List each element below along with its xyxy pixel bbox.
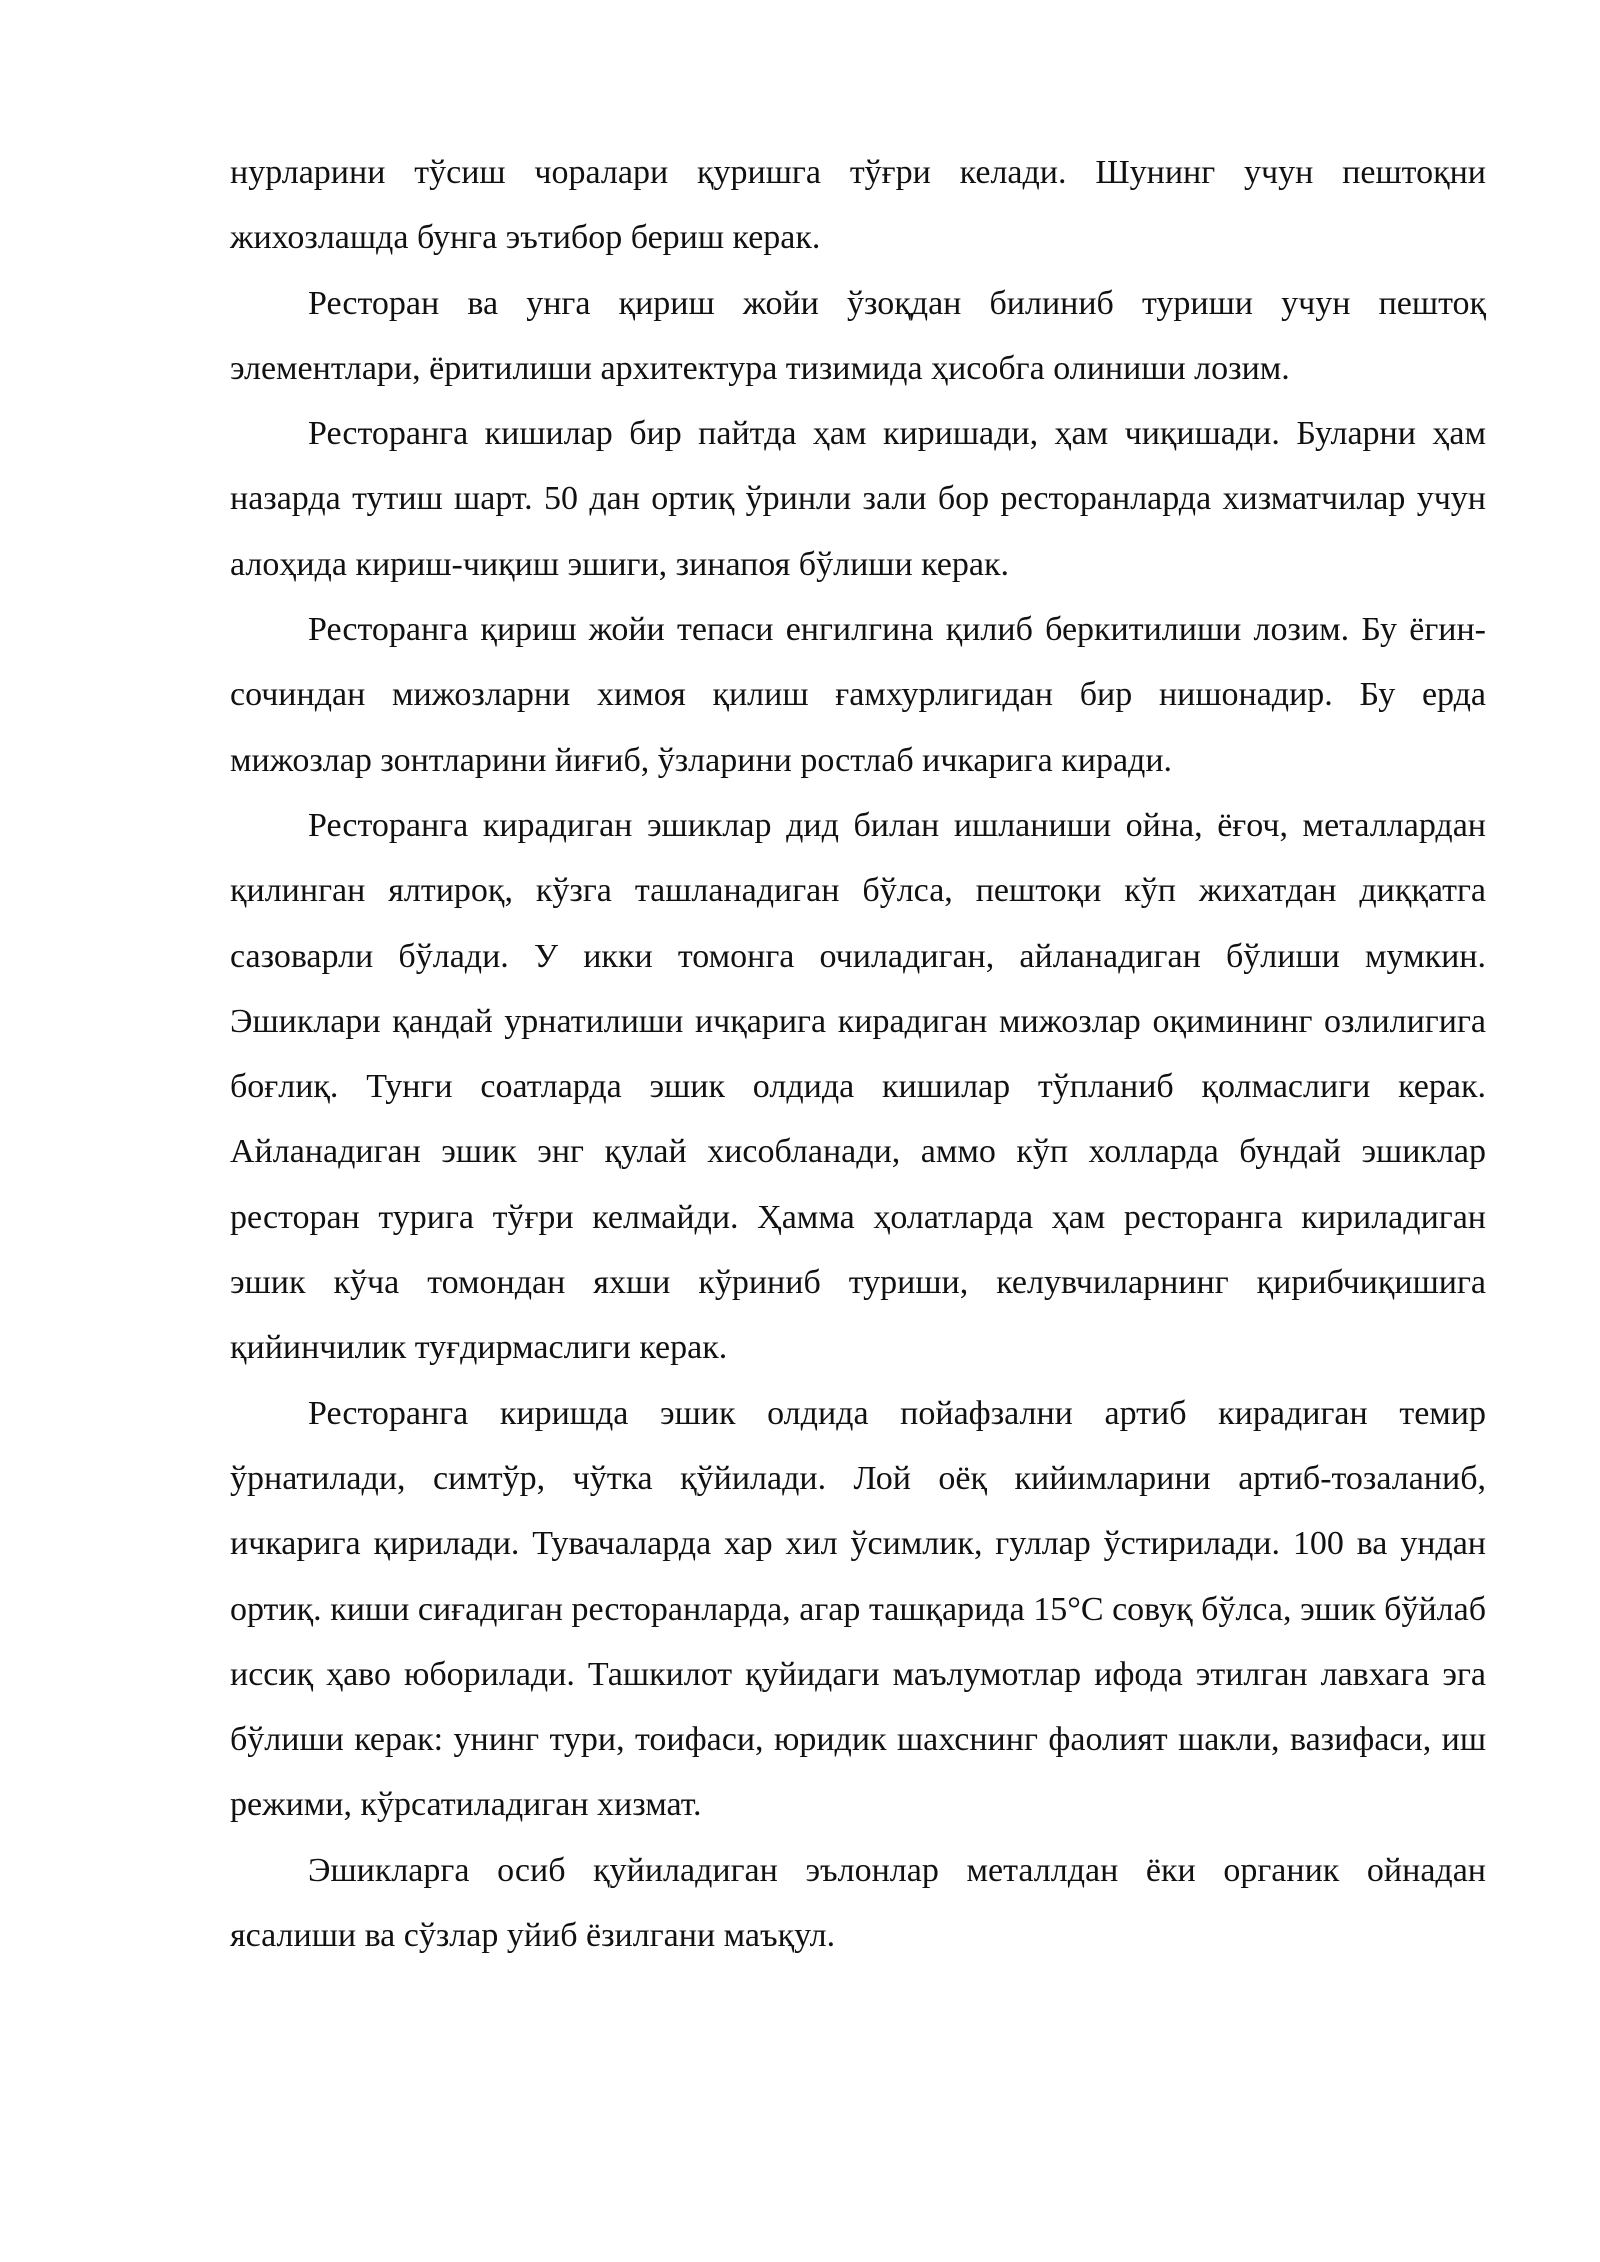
paragraph-3: Ресторанга кишилар бир пайтда ҳам киришади, ҳам чиқишади. Буларни ҳам назарда тутиш шарт. 50 дан ортиқ ўринли зали бор ресторанларда хизматчилар учун алоҳида кириш-чиқиш эшиги, зинапоя бўлиши керак. (230, 415, 1486, 583)
paragraph-4: Ресторанга қириш жойи тепаси енгилгина қилиб беркитилиши лозим. Бу ёгин-сочиндан мижозларни химоя қилиш ғамхурлигидан бир нишонадир. Бу ерда мижозлар зонтларини йиғиб, ўзларини ростлаб ичкарига киради. (230, 611, 1486, 779)
paragraph-6: Ресторанга киришда эшик олдида пойафзални артиб кирадиган темир ўрнатилади, симтўр, чўтка қўйилади. Лой оёқ кийимларини артиб-тозаланиб, ичкарига қирилади. Тувачаларда хар хил ўсимлик, гуллар ўстирилади. 100 ва ундан ортиқ. киши сиғадиган ресторанларда, агар ташқарида 15°С совуқ бўлса, эшик бўйлаб иссиқ ҳаво юборилади. Ташкилот қуйидаги маълумотлар ифода этилган лавхага эга бўлиши керак: унинг тури, тоифаси, юридик шахснинг фаолият шакли, вазифаси, иш режими, кўрсатиладиган хизмат. (230, 1394, 1486, 1824)
paragraph-5: Ресторанга кирадиган эшиклар дид билан ишланиши ойна, ёғоч, металлардан қилинган ялтироқ, кўзга ташланадиган бўлса, пештоқи кўп жихатдан диққатга сазоварли бўлади. У икки томонга очиладиган, айланадиган бўлиши мумкин. Эшиклари қандай урнатилиши ичқарига кирадиган мижозлар оқимининг озлилигига боғлиқ. Тунги соатларда эшик олдида кишилар тўпланиб қолмаслиги керак. Айланадиган эшик энг қулай хисобланади, аммо кўп холларда бундай эшиклар ресторан турига тўғри келмайди. Ҳамма ҳолатларда ҳам ресторанга кириладиган эшик кўча томондан яхши кўриниб туриши, келувчиларнинг қирибчиқишига қийинчилик туғдирмаслиги керак. (230, 806, 1486, 1367)
paragraph-1: нурларини тўсиш чоралари қуришга тўғри келади. Шунинг учун пештоқни жихозлашда бунга эътибор бериш керак. (230, 154, 1486, 257)
paragraph-7: Эшикларга осиб қуйиладиган эълонлар металлдан ёки органик ойнадан ясалиши ва сўзлар уйиб ёзилгани маъқул. (230, 1851, 1486, 1955)
paragraph-2: Ресторан ва унга қириш жойи ўзоқдан билиниб туриши учун пештоқ элементлари, ёритилиши архитектура тизимида ҳисобга олиниши лозим. (230, 284, 1486, 387)
document-body (230, 140, 1486, 1968)
